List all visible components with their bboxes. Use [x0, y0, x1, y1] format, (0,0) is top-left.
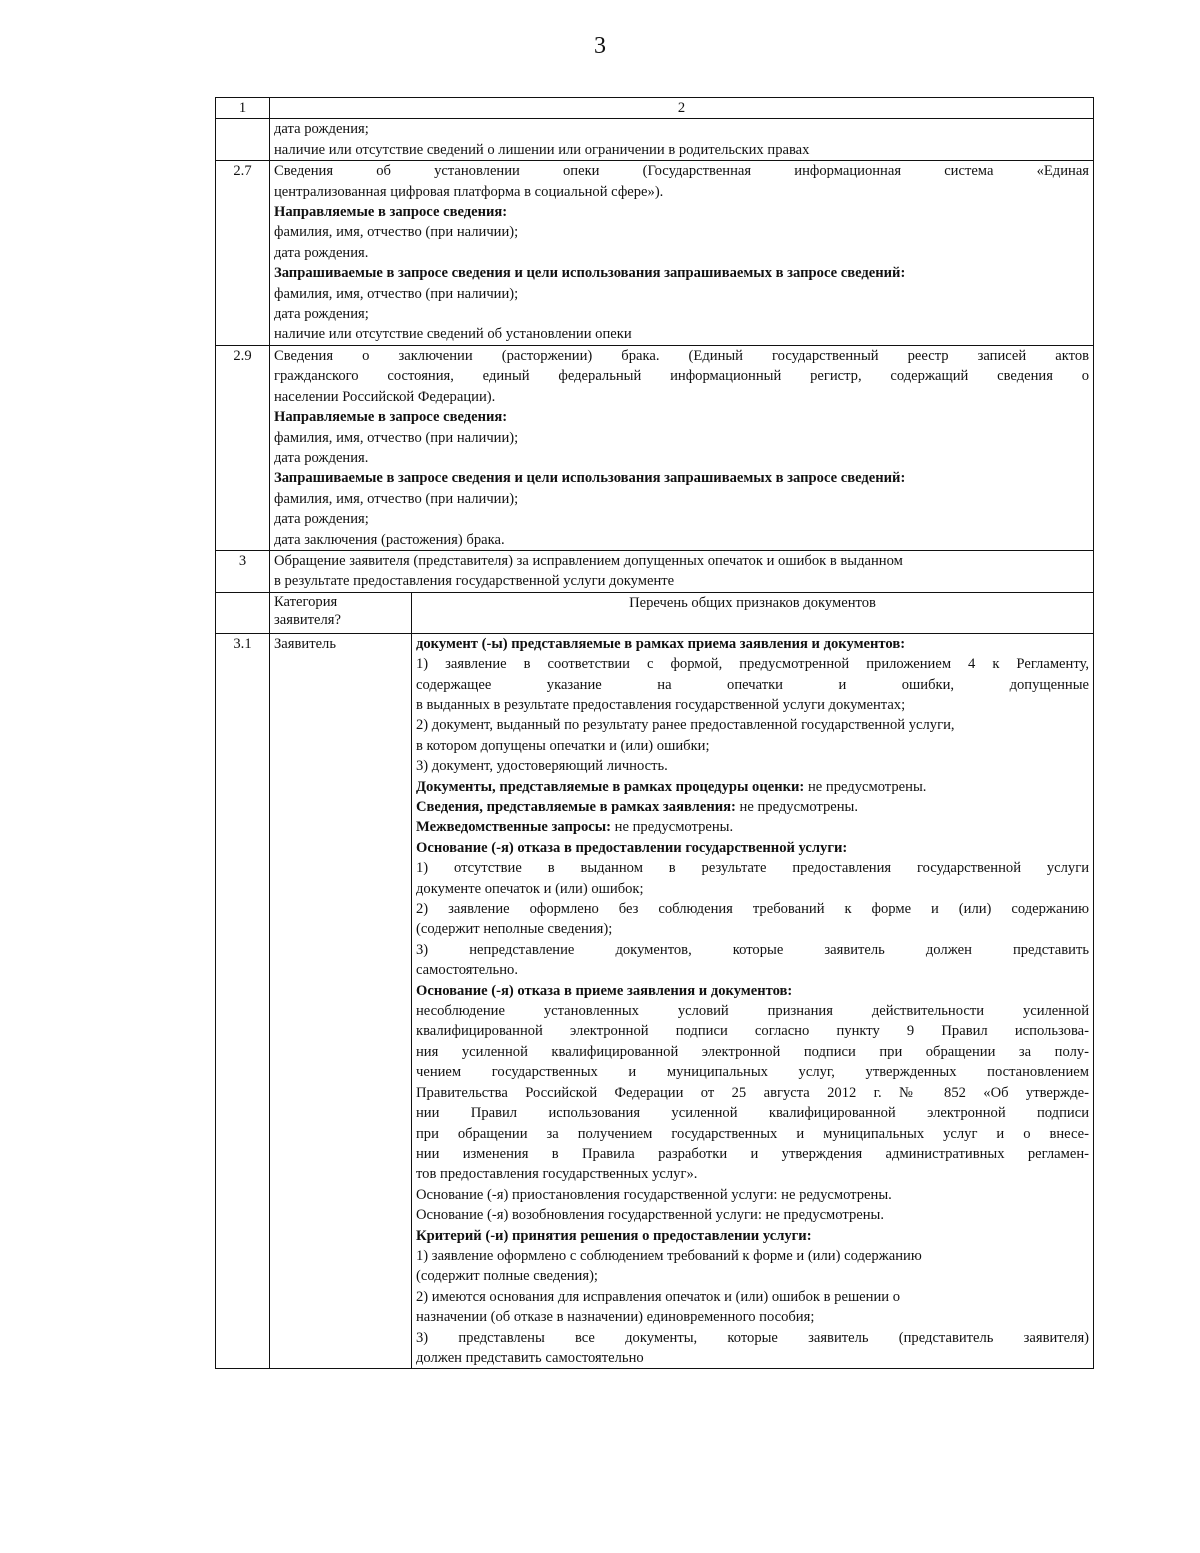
text-line: фамилия, имя, отчество (при наличии); [274, 490, 519, 507]
text-line: дата рождения. [274, 244, 369, 261]
text-line: фамилия, имя, отчество (при наличии); [274, 429, 519, 446]
text-line: 1) заявление в соответствии с формой, предусмотренной приложением 4 к Регламенту, [416, 656, 1090, 673]
text-line: (содержит полные сведения); [416, 1268, 598, 1285]
row-content [270, 550, 1094, 592]
text-line: нии изменения в Правила разработки и утверждения административных регламен- [416, 1145, 1090, 1162]
text-line: дата рождения. [274, 449, 369, 466]
applicant-category: Заявитель [270, 633, 412, 1369]
text-line: самостоятельно. [416, 962, 518, 979]
table-row-2-9 [216, 345, 1094, 550]
inter-line [416, 817, 1089, 837]
text-line: Основание (-я) возобновления государственной услуги: не предусмотрены. [416, 1207, 884, 1224]
text-line: 2) документ, выданный по результату ранее предоставленной государственной услуги, [416, 717, 955, 734]
table-row-3-1 [216, 633, 1094, 1369]
text-line: нии Правил использования усиленной квалифицированной электронной подписи [416, 1105, 1090, 1122]
text-line: наличие или отсутствие сведений о лишении или ограничении в родительских правах [274, 141, 810, 158]
header-col2: 2 [270, 98, 1094, 119]
text-line: квалифицированной электронной подписи согласно пункту 9 Правил использова- [416, 1023, 1090, 1040]
text-line: фамилия, имя, отчество (при наличии); [274, 285, 519, 302]
text-line: 3) документ, удостоверяющий личность. [416, 758, 668, 775]
table-row-continuation [216, 119, 1094, 161]
row-content [270, 345, 1094, 550]
text-line: 3) представлены все документы, которые заявитель (представитель заявителя) [416, 1329, 1090, 1346]
text-line: дата рождения; [274, 511, 369, 528]
text-line: 2) имеются основания для исправления опечаток и (или) ошибок в решении о [416, 1288, 901, 1305]
row-content [270, 119, 1094, 161]
text-line: населении Российской Федерации). [274, 388, 496, 405]
section-heading: Основание (-я) отказа в приеме заявления и документов: [416, 982, 793, 999]
text-line: ния усиленной квалифицированной электронной подписи при обращении за полу- [416, 1043, 1090, 1060]
text-line: 2) заявление оформлено без соблюдения требований к форме и (или) содержанию [416, 901, 1090, 918]
info-value: не предусмотрены. [735, 799, 859, 815]
section-heading: Направляемые в запросе сведения: [274, 409, 508, 426]
row-number: 2.7 [216, 161, 270, 346]
text-line: тов предоставления государственных услуг». [416, 1166, 698, 1183]
text-line: содержащее указание на опечатки и ошибки, допущенные [416, 676, 1090, 693]
text-line: Сведения о заключении (расторжении) брака. (Единый государственный реестр записей актов [274, 347, 1090, 364]
text-line: Основание (-я) приостановления государственной услуги: не редусмотрены. [416, 1186, 892, 1203]
text-line: 3) непредставление документов, которые заявитель должен представить [416, 941, 1090, 958]
table-row-3 [216, 550, 1094, 592]
text-line: гражданского состояния, единый федеральный информационный регистр, содержащий сведения о [274, 368, 1090, 385]
text-line: наличие или отсутствие сведений об установлении опеки [274, 326, 632, 343]
section-heading: Критерий (-и) принятия решения о предоставлении услуги: [416, 1227, 812, 1244]
text-line: Обращение заявителя (представителя) за исправлением допущенных опечаток и ошибок в выданном [274, 552, 903, 569]
row-content [270, 161, 1094, 346]
text-line: (содержит неполные сведения); [416, 921, 613, 938]
info-line [416, 797, 1089, 817]
text-line: назначении (об отказе в назначении) единовременного пособия; [416, 1309, 815, 1326]
text-line: дата заключения (растожения) брака. [274, 531, 505, 548]
eval-line [416, 777, 1089, 797]
document-criteria [412, 633, 1094, 1369]
text-line: документе опечаток и (или) ошибок; [416, 880, 644, 897]
text-line: централизованная цифровая платформа в социальной сфере»). [274, 183, 664, 200]
header-col1: 1 [216, 98, 270, 119]
row-number: 3.1 [216, 633, 270, 1369]
list-column-header: Перечень общих признаков документов [412, 592, 1094, 633]
text-line: Правительства Российской Федерации от 25 августа 2012 г. № 852 «Об утвержде- [416, 1084, 1090, 1101]
section-heading: Запрашиваемые в запросе сведения и цели использования запрашиваемых в запросе сведений: [274, 265, 906, 282]
inter-value: не предусмотрены. [611, 819, 734, 836]
row-number: 3 [216, 550, 270, 592]
page-number: 3 [594, 33, 606, 59]
text-line: в результате предоставления государственной услуги документе [274, 573, 675, 590]
section-heading: документ (-ы) представляемые в рамках приема заявления и документов: [416, 635, 906, 652]
text-line: фамилия, имя, отчество (при наличии); [274, 224, 519, 241]
inter-label: Межведомственные запросы: [416, 819, 612, 836]
row-number-empty [216, 119, 270, 161]
text-line: 1) отсутствие в выданном в результате предоставления государственной услуги [416, 860, 1090, 877]
text-line: несоблюдение установленных условий признания действительности усиленной [416, 1003, 1090, 1020]
eval-label: Документы, представляемые в рамках процедуры оценки: [416, 778, 805, 795]
eval-value: не предусмотрены. [804, 778, 927, 795]
table-header-row [216, 98, 1094, 119]
text-line: в котором допущены опечатки и (или) ошибки; [416, 737, 710, 754]
text-line: 1) заявление оформлено с соблюдением требований к форме и (или) содержанию [416, 1247, 922, 1264]
text-line: Сведения об установлении опеки (Государственная информационная система «Единая [274, 163, 1090, 180]
row-number-empty [216, 592, 270, 633]
table-subheader-row [216, 592, 1094, 633]
category-column-header: Категория заявителя? [270, 592, 412, 633]
info-label: Сведения, представляемые в рамках заявления: [416, 799, 736, 815]
text-line: дата рождения; [274, 121, 369, 138]
text-line: дата рождения; [274, 306, 369, 323]
section-heading: Направляемые в запросе сведения: [274, 204, 508, 221]
row-number: 2.9 [216, 345, 270, 550]
text-line: чением государственных и муниципальных услуг, утвержденных постановлением [416, 1064, 1090, 1081]
services-table [215, 97, 1094, 1369]
text-line: в выданных в результате предоставления государственной услуги документах; [416, 696, 906, 713]
text-line: при обращении за получением государственных и муниципальных услуг и о внесе- [416, 1125, 1090, 1142]
text-line: должен представить самостоятельно [416, 1349, 644, 1366]
section-heading: Основание (-я) отказа в предоставлении государственной услуги: [416, 839, 848, 856]
table-row-2-7 [216, 161, 1094, 346]
section-heading: Запрашиваемые в запросе сведения и цели использования запрашиваемых в запросе сведений: [274, 470, 906, 487]
